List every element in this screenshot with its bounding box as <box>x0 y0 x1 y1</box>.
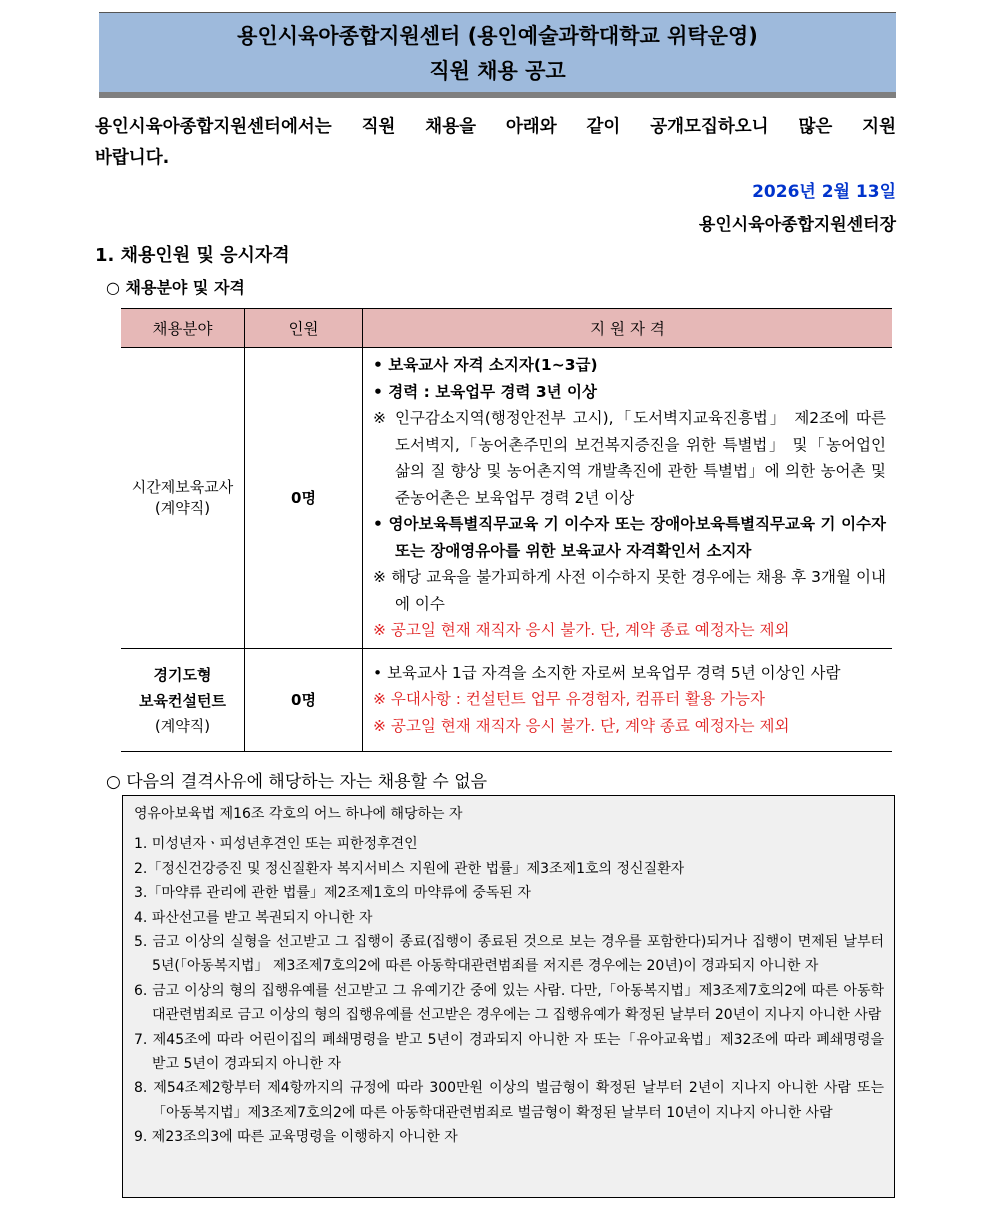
intro-line2: 바랍니다. <box>95 148 170 168</box>
field-name: 시간제보육교사 <box>131 477 234 496</box>
qualification-cell <box>363 348 893 649</box>
field-name: 보육컨설턴트 <box>139 691 226 710</box>
list-item: 6. 금고 이상의 형의 집행유예를 선고받고 그 유예기간 중에 있는 사람. 다만,「아동복지법」제3조제7호의2에 따른 아동학대관련범죄로 금고 이상의 형의 집행유예를 선고받은 경우에는 그 집행유예가 확정된 날부터 20년이 지나지 아니한 사람 <box>134 982 884 1024</box>
list-item: 9. 제23조의3에 따른 교육명령을 이행하지 아니한 자 <box>134 1129 458 1146</box>
field-cell <box>121 348 245 649</box>
field-cell <box>121 648 245 751</box>
qualification-note: ※ 해당 교육을 불가피하게 사전 이수하지 못한 경우에는 채용 후 3개월 이내에 이수 <box>373 568 886 613</box>
list-item: 7. 제45조에 따라 어린이집의 폐쇄명령을 받고 5년이 경과되지 아니한 자 또는「유아교육법」제32조에 따라 폐쇄명령을 받고 5년이 경과되지 아니한 자 <box>134 1031 884 1073</box>
count-cell: 0명 <box>245 648 363 751</box>
intro-line1: 용인시육아종합지원센터에서는 직원 채용을 아래와 같이 공개모집하오니 많은 지원 <box>95 117 896 137</box>
qualification-cell <box>363 648 893 751</box>
list-item: 2.「정신건강증진 및 정신질환자 복지서비스 지원에 관한 법률」제3조제1호의 정신질환자 <box>134 860 685 877</box>
field-name: 경기도형 <box>153 665 212 684</box>
recruitment-table <box>121 308 892 752</box>
title-banner <box>99 12 896 98</box>
list-item: 8. 제54조제2항부터 제4항까지의 규정에 따라 300만원 이상의 벌금형이 확정된 날부터 2년이 지나지 아니한 사람 또는「아동복지법」제3조제7호의2에 따른 아동학대관련범죄로 벌금형이 확정된 날부터 10년이 지나지 아니한 사람 <box>134 1080 884 1121</box>
qualification-warning: ※ 공고일 현재 재직자 응시 불가. 단, 계약 종료 예정자는 제외 <box>373 621 790 639</box>
qualification-preference: ※ 우대사항 : 컨설턴트 업무 유경험자, 컴퓨터 활용 가능자 <box>373 690 765 709</box>
list-item: 4. 파산선고를 받고 복권되지 아니한 자 <box>134 909 373 926</box>
table-row <box>121 648 892 751</box>
list-item: 5. 금고 이상의 실형을 선고받고 그 집행이 종료(집행이 종료된 것으로 보는 경우를 포함한다)되거나 집행이 면제된 날부터 5년(「아동복지법」 제3조제7호의2에 따른 아동학대관련범죄를 저지른 경우에는 20년)이 경과되지 아니한 자 <box>134 934 884 975</box>
header-field: 채용분야 <box>121 309 245 348</box>
field-type: (계약직) <box>154 498 211 517</box>
qualification-note: ※ 인구감소지역(행정안전부 고시),「도서벽지교육진흥법」 제2조에 따른 도서벽지,「농어촌주민의 보건복지증진을 위한 특별법」 및「농어업인 삶의 질 향상 및 농어촌지역 개발촉진에 관한 특별법」에 의한 농어촌 및 준농어촌은 보육업무 경력 2년 이상 <box>373 409 886 507</box>
qualification-warning: ※ 공고일 현재 재직자 응시 불가. 단, 계약 종료 예정자는 제외 <box>373 716 790 735</box>
count-cell: 0명 <box>245 348 363 649</box>
section-title: 1. 채용인원 및 응시자격 <box>95 245 290 266</box>
qualification-item: • 경력 : 보육업무 경력 3년 이상 <box>373 382 597 401</box>
header-count: 인원 <box>245 309 363 348</box>
title-line2: 직원 채용 공고 <box>429 59 566 83</box>
qualification-item: • 보육교사 1급 자격을 소지한 자로써 보육업무 경력 5년 이상인 사람 <box>373 663 841 682</box>
disqualify-subtitle: ○ 다음의 결격사유에 해당하는 자는 채용할 수 없음 <box>106 772 488 792</box>
list-item: 1. 미성년자ㆍ피성년후견인 또는 피한정후견인 <box>134 836 418 853</box>
disqualify-box <box>122 795 895 1198</box>
section-subtitle: ○ 채용분야 및 자격 <box>106 278 245 297</box>
qualification-item: • 영아보육특별직무교육 기 이수자 또는 장애아보육특별직무교육 기 이수자 또는 장애영유아를 위한 보육교사 자격확인서 소지자 <box>373 515 886 560</box>
field-type: (계약직) <box>154 716 211 735</box>
qualification-item: • 보육교사 자격 소지자(1~3급) <box>373 356 598 374</box>
announcement-date: 2026년 2월 13일 <box>752 182 896 202</box>
table-row <box>121 348 892 649</box>
title-line1: 용인시육아종합지원센터 (용인예술과학대학교 위탁운영) <box>237 24 758 48</box>
disqualify-heading: 영유아보육법 제16조 각호의 어느 하나에 해당하는 자 <box>134 806 463 822</box>
header-qualification: 지 원 자 격 <box>363 309 893 348</box>
list-item: 3.「마약류 관리에 관한 법률」제2조제1호의 마약류에 중독된 자 <box>134 885 531 902</box>
table-header-row <box>121 309 892 348</box>
issuer-name: 용인시육아종합지원센터장 <box>698 215 896 235</box>
